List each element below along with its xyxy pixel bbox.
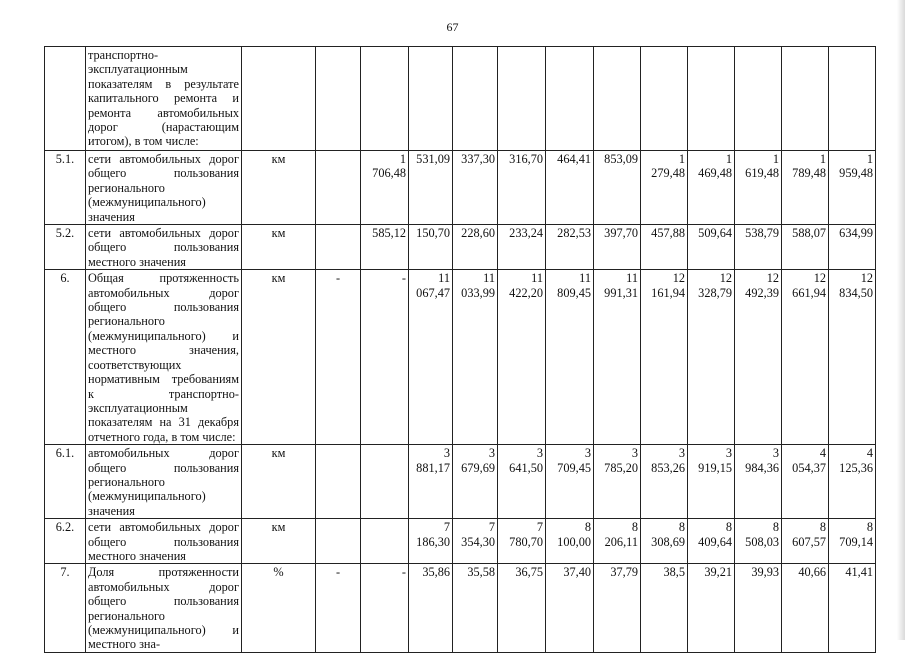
unit-cell: км [242,151,316,225]
year-value-cell: 3 641,50 [498,445,546,519]
year-value-cell [735,47,782,151]
year-value-cell: 397,70 [594,225,641,270]
indicator-name-cell: Общая протяженность автомобильных дорог общего пользования регионального (межмуниципального) и местного значения, соответствующих нормативным требованиям к транспортно-эксплуатационным показателям на 31 декабря отчетного года, в том числе: [86,270,242,445]
unit-cell: % [242,564,316,652]
year-value-cell [546,47,594,151]
year-value-cell: 464,41 [546,151,594,225]
year-value-cell: 8 409,64 [688,519,735,564]
year-value-cell: 282,53 [546,225,594,270]
year-value-cell: 3 853,26 [641,445,688,519]
year-value-cell: 7 354,30 [453,519,498,564]
year-value-cell: 316,70 [498,151,546,225]
year-value-cell: 3 919,15 [688,445,735,519]
year-value-cell: 39,93 [735,564,782,652]
base-value-cell [316,445,361,519]
unit-cell: км [242,519,316,564]
year-value-cell [782,47,829,151]
year-value-cell: 853,09 [594,151,641,225]
row-number-cell: 5.1. [45,151,86,225]
year-value-cell: 38,5 [641,564,688,652]
indicator-name-cell: автомобильных дорог общего пользования регионального (межмуниципального) значения [86,445,242,519]
year-value-cell [829,47,876,151]
unit-cell [242,47,316,151]
indicators-table [44,46,876,653]
year-value-cell: 7 186,30 [409,519,453,564]
year-value-cell: 40,66 [782,564,829,652]
year-value-cell: 7 780,70 [498,519,546,564]
indicator-name-cell: сети автомобильных дорог общего пользования регионального (межмуниципального) значения [86,151,242,225]
year-value-cell: 12 328,79 [688,270,735,445]
row-number-cell: 6. [45,270,86,445]
year-value-cell: 1 789,48 [782,151,829,225]
year-value-cell: 457,88 [641,225,688,270]
year-value-cell: 12 492,39 [735,270,782,445]
year-value-cell: 509,64 [688,225,735,270]
year-value-cell: 1 279,48 [641,151,688,225]
year-value-cell: 11 422,20 [498,270,546,445]
year-value-cell: 8 709,14 [829,519,876,564]
base-value-cell [316,225,361,270]
base-value-cell [361,519,409,564]
year-value-cell: 37,40 [546,564,594,652]
year-value-cell: 11 991,31 [594,270,641,445]
base-value-cell: 585,12 [361,225,409,270]
table-row [45,445,876,519]
row-number-cell: 5.2. [45,225,86,270]
base-value-cell [361,47,409,151]
year-value-cell: 3 679,69 [453,445,498,519]
year-value-cell: 4 054,37 [782,445,829,519]
base-value-cell [316,47,361,151]
indicator-name-cell: сети автомобильных дорог общего пользования местного значения [86,225,242,270]
table-row [45,47,876,151]
table-row [45,564,876,652]
base-value-cell [361,445,409,519]
indicator-name-cell: транспортно-эксплуатационным показателям в результате капитального ремонта и ремонта автомобильных дорог (нарастающим итогом), в том числе: [86,47,242,151]
base-value-cell: - [361,564,409,652]
year-value-cell: 1 619,48 [735,151,782,225]
base-value-cell [316,519,361,564]
indicator-name-cell: Доля протяженности автомобильных дорог общего пользования регионального (межмуниципального) и местного зна- [86,564,242,652]
year-value-cell: 588,07 [782,225,829,270]
year-value-cell: 4 125,36 [829,445,876,519]
base-value-cell: 1 706,48 [361,151,409,225]
year-value-cell: 8 607,57 [782,519,829,564]
year-value-cell: 36,75 [498,564,546,652]
table-row [45,270,876,445]
year-value-cell [641,47,688,151]
year-value-cell: 3 785,20 [594,445,641,519]
year-value-cell: 11 809,45 [546,270,594,445]
year-value-cell [498,47,546,151]
year-value-cell: 634,99 [829,225,876,270]
year-value-cell: 41,41 [829,564,876,652]
year-value-cell: 12 834,50 [829,270,876,445]
year-value-cell: 1 469,48 [688,151,735,225]
year-value-cell [453,47,498,151]
year-value-cell: 228,60 [453,225,498,270]
year-value-cell: 3 881,17 [409,445,453,519]
year-value-cell: 35,86 [409,564,453,652]
base-value-cell: - [361,270,409,445]
table-row [45,151,876,225]
year-value-cell: 39,21 [688,564,735,652]
year-value-cell: 3 984,36 [735,445,782,519]
year-value-cell: 11 067,47 [409,270,453,445]
year-value-cell: 531,09 [409,151,453,225]
indicator-name-cell: сети автомобильных дорог общего пользования местного значения [86,519,242,564]
year-value-cell: 150,70 [409,225,453,270]
unit-cell: км [242,270,316,445]
year-value-cell: 3 709,45 [546,445,594,519]
year-value-cell [688,47,735,151]
year-value-cell: 337,30 [453,151,498,225]
row-number-cell: 6.2. [45,519,86,564]
year-value-cell: 37,79 [594,564,641,652]
year-value-cell: 8 100,00 [546,519,594,564]
base-value-cell: - [316,270,361,445]
row-number-cell: 6.1. [45,445,86,519]
base-value-cell [316,151,361,225]
table-row [45,519,876,564]
year-value-cell: 538,79 [735,225,782,270]
table-row [45,225,876,270]
year-value-cell: 8 206,11 [594,519,641,564]
year-value-cell: 8 508,03 [735,519,782,564]
base-value-cell: - [316,564,361,652]
scan-edge-shadow [897,0,905,640]
row-number-cell [45,47,86,151]
year-value-cell [594,47,641,151]
unit-cell: км [242,225,316,270]
year-value-cell: 12 161,94 [641,270,688,445]
year-value-cell: 12 661,94 [782,270,829,445]
year-value-cell: 11 033,99 [453,270,498,445]
table-body [45,47,876,653]
year-value-cell: 233,24 [498,225,546,270]
year-value-cell: 8 308,69 [641,519,688,564]
page-number: 67 [446,20,459,34]
year-value-cell [409,47,453,151]
year-value-cell: 1 959,48 [829,151,876,225]
unit-cell: км [242,445,316,519]
year-value-cell: 35,58 [453,564,498,652]
row-number-cell: 7. [45,564,86,652]
